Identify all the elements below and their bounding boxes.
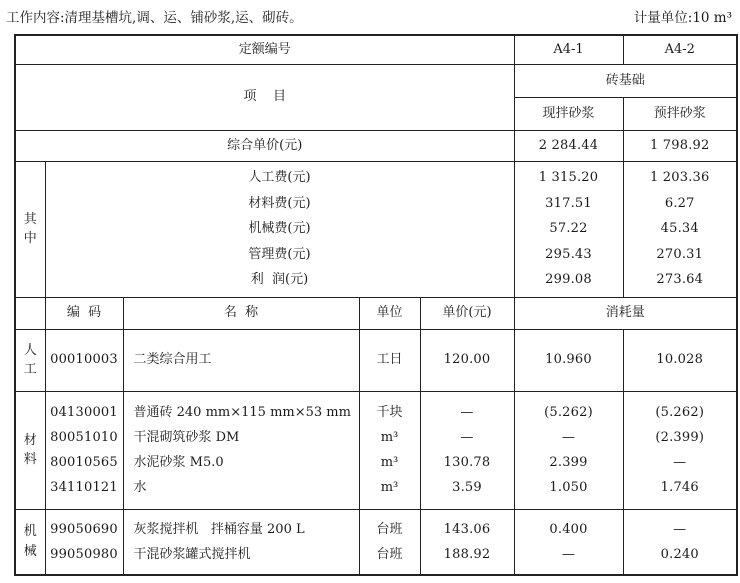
cost-value: 1 203.36 <box>650 170 710 186</box>
cost-name: 材料费(元) <box>248 195 311 211</box>
quota-table <box>14 34 738 576</box>
col-header-code: 编 码 <box>45 297 123 329</box>
cost-name: 利 润(元) <box>250 272 309 288</box>
col-header-name: 名 称 <box>123 297 359 329</box>
cost-value: 57.22 <box>549 221 588 237</box>
machinery-row <box>15 509 737 575</box>
material-price: — <box>460 430 474 445</box>
material-value: (5.262) <box>655 405 705 420</box>
material-prices <box>420 391 514 509</box>
material-unit: 千块 <box>376 405 403 420</box>
machinery-unit: 台班 <box>376 521 403 537</box>
machinery-values-1 <box>514 509 623 575</box>
col-header-consumption: 消耗量 <box>514 297 737 329</box>
labor-name: 二类综合用工 <box>123 329 359 391</box>
machinery-names <box>123 509 359 575</box>
material-names <box>123 391 359 509</box>
cost-value: 299.08 <box>545 272 592 288</box>
machinery-name: 干混砂浆罐式搅拌机 <box>133 546 251 562</box>
cost-group-label <box>15 161 45 297</box>
cost-name: 管理费(元) <box>248 246 311 262</box>
measurement-unit: 计量单位:10 m³ <box>633 10 732 26</box>
cost-value: 45.34 <box>660 221 699 237</box>
material-values-2 <box>623 391 737 509</box>
col-header-unit: 单位 <box>359 297 420 329</box>
machinery-value: — <box>561 546 576 562</box>
material-code: 34110121 <box>50 480 118 495</box>
labor-code: 00010003 <box>45 329 123 391</box>
material-value: (2.399) <box>655 430 705 445</box>
materials-label-text: 材料 <box>23 432 37 467</box>
material-price: 130.78 <box>443 455 491 470</box>
machinery-code: 99050690 <box>50 521 118 537</box>
labor-value-1: 10.960 <box>514 329 623 391</box>
cost-value: 270.31 <box>656 246 704 262</box>
machinery-units <box>359 509 420 575</box>
material-code: 80010565 <box>50 455 118 470</box>
material-unit: m³ <box>380 455 399 470</box>
unit-price-value-2: 1 798.92 <box>623 130 737 161</box>
material-values-1 <box>514 391 623 509</box>
material-unit: m³ <box>380 480 399 495</box>
cost-value: 1 315.20 <box>538 170 599 186</box>
group-title-row <box>15 64 737 97</box>
materials-row <box>15 391 737 509</box>
unit-price-row <box>15 130 737 161</box>
sub-title-2: 预拌砂浆 <box>623 97 737 130</box>
material-value: — <box>561 430 576 445</box>
item-label: 项 目 <box>15 64 514 130</box>
quota-number-label: 定额编号 <box>15 35 514 64</box>
material-value: (5.262) <box>544 405 593 420</box>
labor-label <box>15 329 45 391</box>
cost-breakdown-row <box>15 161 737 297</box>
material-value: 1.050 <box>549 480 588 495</box>
machinery-value: 0.400 <box>549 521 588 537</box>
material-price: 3.59 <box>452 480 482 495</box>
material-value: — <box>673 455 687 470</box>
labor-price: 120.00 <box>420 329 514 391</box>
unit-price-value-1: 2 284.44 <box>514 130 623 161</box>
material-name: 干混砌筑砂浆 DM <box>133 430 240 445</box>
machinery-unit: 台班 <box>376 546 403 562</box>
quota-code-2: A4-2 <box>623 35 737 64</box>
cost-values-2 <box>623 161 737 297</box>
cost-value: 317.51 <box>545 195 592 211</box>
cost-values-1 <box>514 161 623 297</box>
material-price: — <box>460 405 474 420</box>
machinery-name: 灰浆搅拌机 拌桶容量 200 L <box>133 521 305 537</box>
material-codes <box>45 391 123 509</box>
material-code: 80051010 <box>50 430 118 445</box>
material-name: 水泥砂浆 M5.0 <box>133 455 224 470</box>
group-title: 砖基础 <box>514 64 737 97</box>
machinery-label <box>15 509 45 575</box>
material-unit: m³ <box>380 430 399 445</box>
machinery-code: 99050980 <box>50 546 118 562</box>
col-header-price: 单价(元) <box>420 297 514 329</box>
material-code: 04130001 <box>50 405 118 420</box>
blank-cell <box>15 297 45 329</box>
material-value: 1.746 <box>660 480 699 495</box>
cost-value: 273.64 <box>656 272 704 288</box>
cost-group-label-text: 其中 <box>23 211 37 246</box>
cost-name: 人工费(元) <box>248 170 311 186</box>
machinery-codes <box>45 509 123 575</box>
labor-unit: 工日 <box>359 329 420 391</box>
machinery-value: — <box>673 521 687 537</box>
labor-label-text: 人工 <box>23 342 37 377</box>
work-content: 工作内容:清理基槽坑,调、运、铺砂浆,运、砌砖。 <box>6 10 303 26</box>
materials-label <box>15 391 45 509</box>
quota-code-1: A4-1 <box>514 35 623 64</box>
machinery-label-text: 机械 <box>23 524 37 559</box>
quota-number-row <box>15 35 737 64</box>
machinery-price: 143.06 <box>443 521 491 537</box>
cost-name: 机械费(元) <box>248 221 311 237</box>
column-header-row <box>15 297 737 329</box>
material-name: 水 <box>133 480 147 495</box>
page-header <box>6 6 732 26</box>
machinery-value: 0.240 <box>660 546 699 562</box>
cost-names <box>45 161 514 297</box>
machinery-price: 188.92 <box>443 546 491 562</box>
machinery-values-2 <box>623 509 737 575</box>
cost-value: 295.43 <box>545 246 592 262</box>
cost-value: 6.27 <box>664 195 695 211</box>
labor-row <box>15 329 737 391</box>
labor-value-2: 10.028 <box>623 329 737 391</box>
material-value: 2.399 <box>549 455 588 470</box>
sub-title-1: 现拌砂浆 <box>514 97 623 130</box>
unit-price-label: 综合单价(元) <box>15 130 514 161</box>
machinery-prices <box>420 509 514 575</box>
material-name: 普通砖 240 mm×115 mm×53 mm <box>133 405 351 420</box>
material-units <box>359 391 420 509</box>
